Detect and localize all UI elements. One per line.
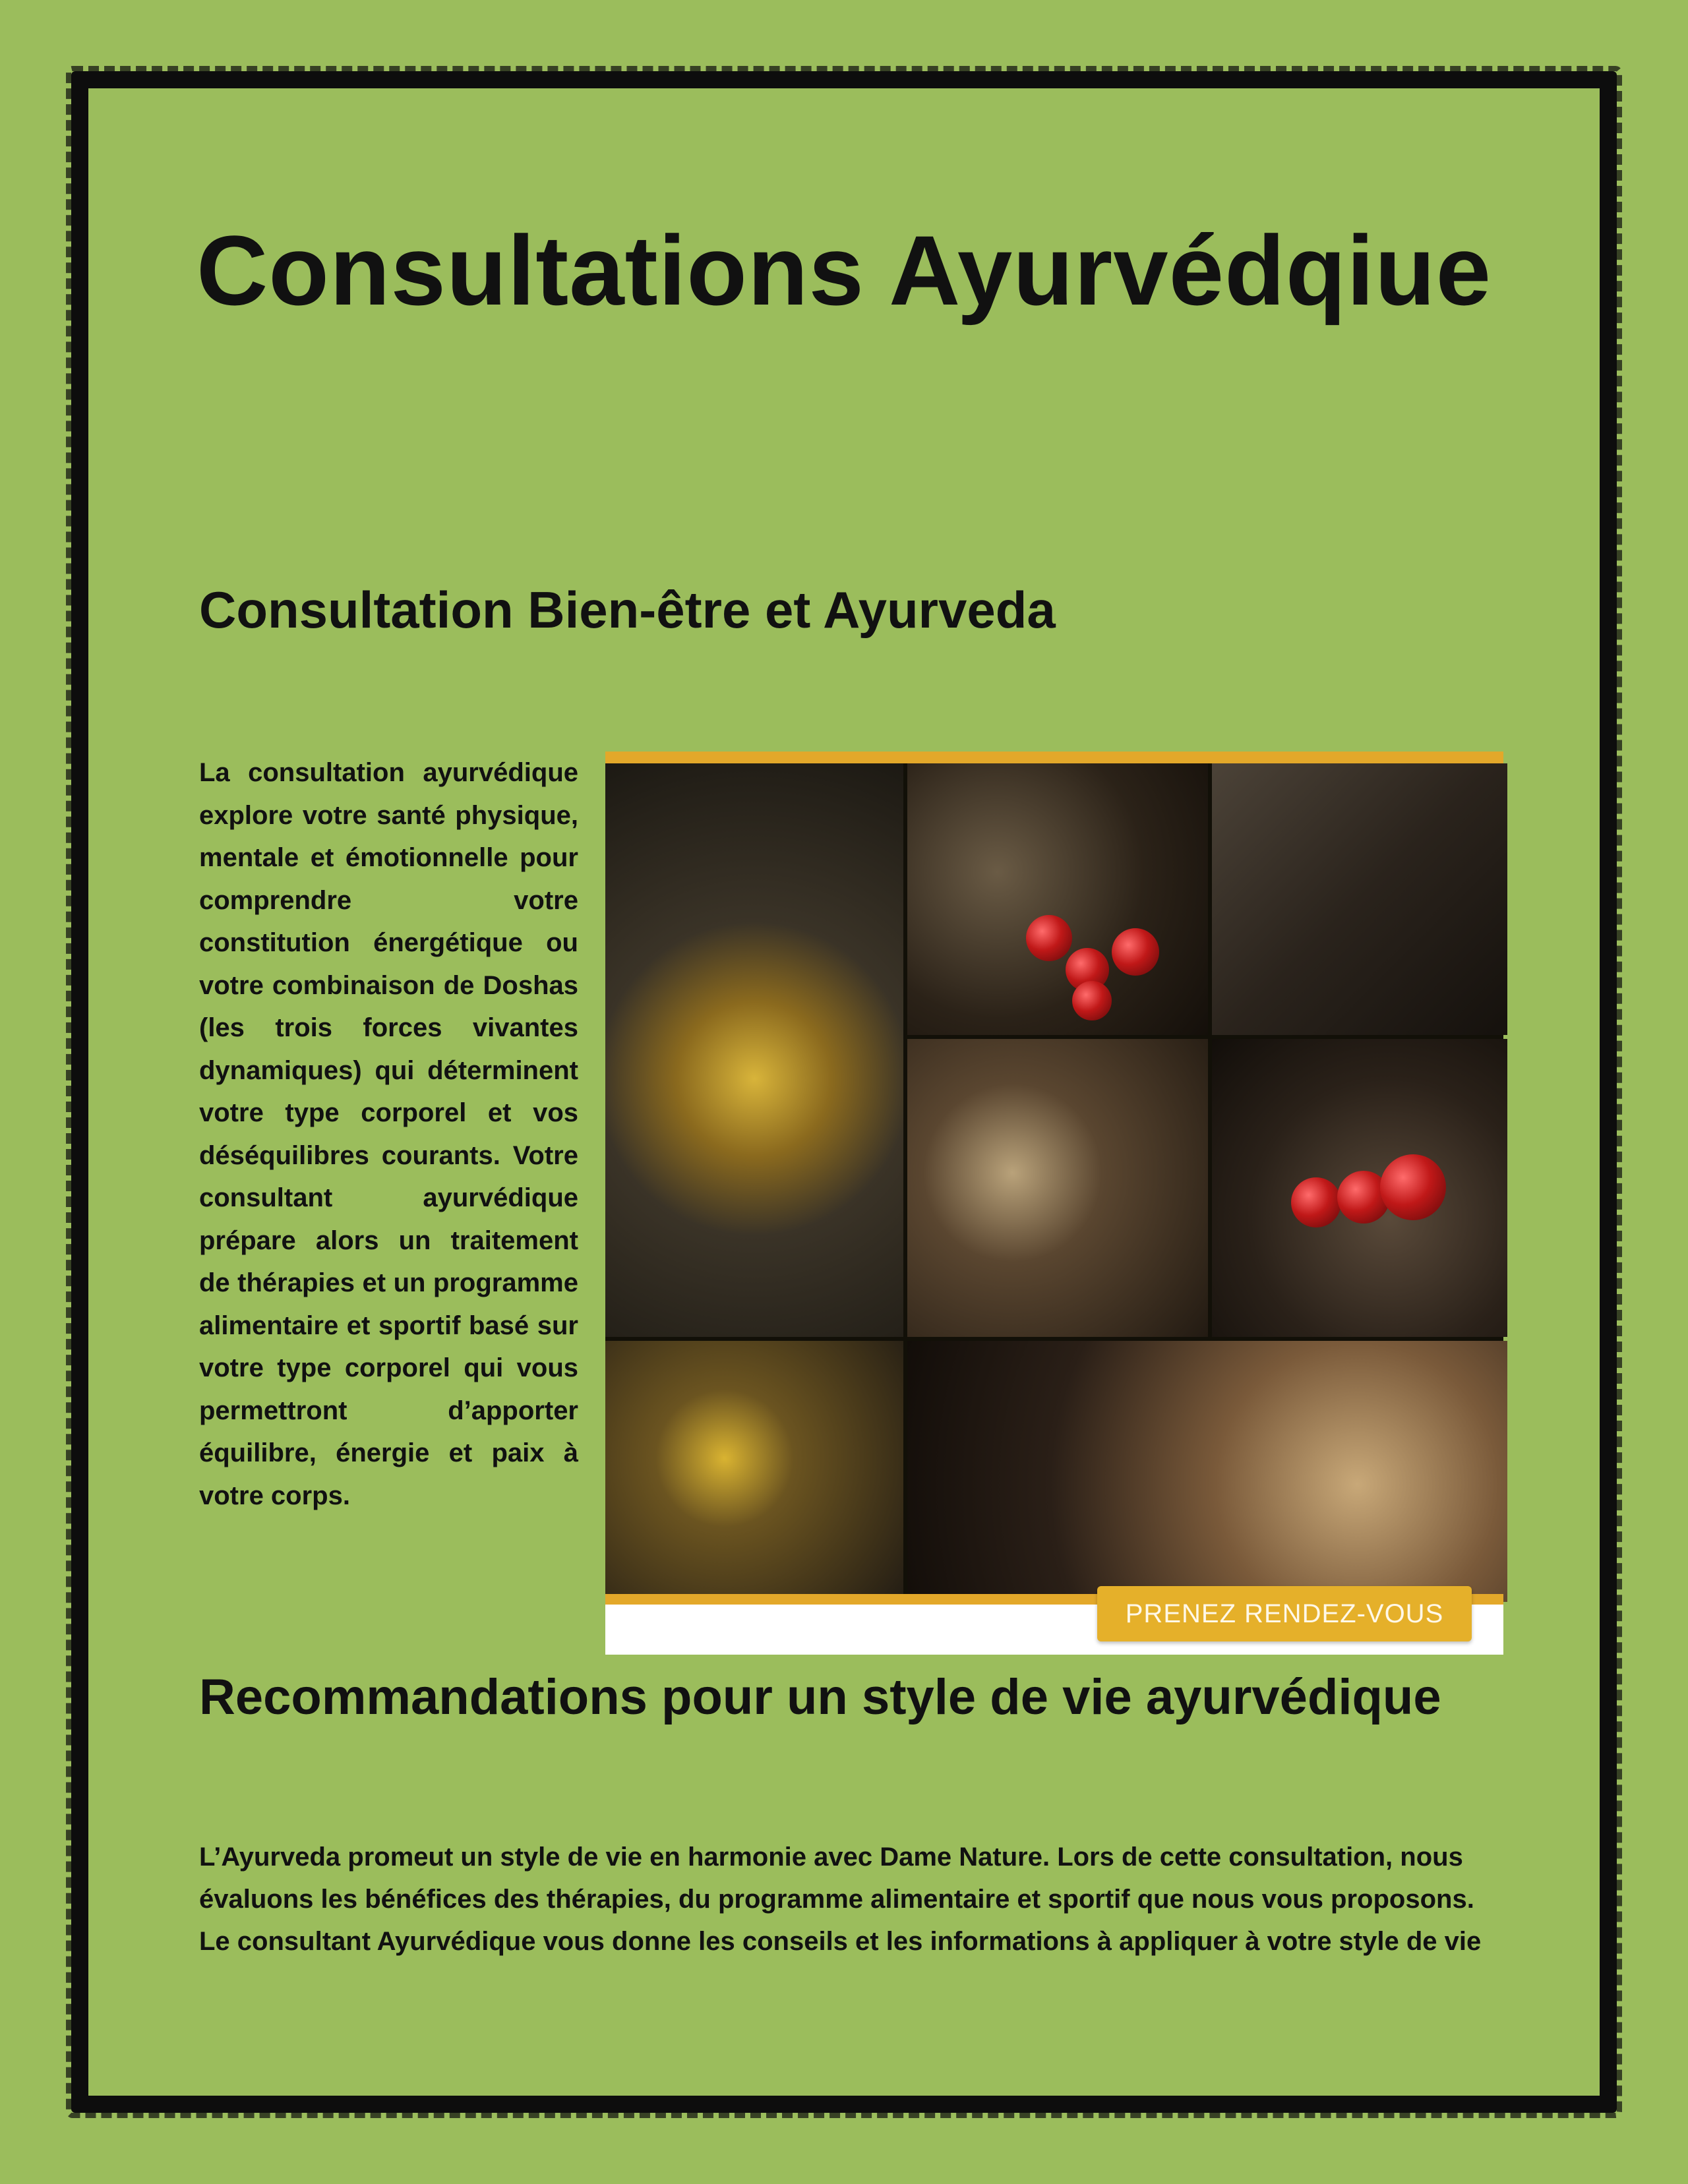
collage-tile-cookies <box>907 1341 1507 1602</box>
collage-tile-spoon-berries <box>1212 1039 1507 1337</box>
ayurveda-collage-image <box>605 752 1503 1655</box>
berry-shape <box>1380 1154 1446 1220</box>
section-body-lifestyle: L’Ayurveda promeut un style de vie en harmonie avec Dame Nature. Lors de cette consultation, nous évaluons les bénéfices des thérapies, du programme alimentaire et sportif que nous vous proposons. Le consultant Ayurvédique vous donne les conseils et les informations à appliquer à votre style de vie <box>199 1843 1482 1956</box>
collage-tile-nutmeg <box>907 1039 1208 1337</box>
collage-tile-teapot <box>907 763 1208 1035</box>
section-body-wellbeing: La consultation ayurvédique explore votre santé physique, mentale et émotionnelle pour comprendre votre constitution énergétique ou votre combinaison de Doshas (les trois forces vivantes dynamiques) qui déterminent votre type corporel et vos déséquilibres courants. Votre consultant ayurvédique prépare alors un traitement de thérapies et un programme alimentaire et sportif basé sur votre type corporel qui vous permettront d’apporter équilibre, énergie et paix à votre corps. <box>199 758 578 1510</box>
berry-shape <box>1291 1177 1341 1227</box>
section-heading-wellbeing: Consultation Bien-être et Ayurveda <box>199 581 1056 639</box>
collage-tile-tea-cup <box>605 1341 903 1602</box>
image-top-band <box>605 752 1503 763</box>
berry-shape <box>1112 928 1159 976</box>
collage-tile-oil-bowl <box>605 763 903 1337</box>
section-heading-lifestyle: Recommandations pour un style de vie ayurvédique <box>199 1669 1441 1725</box>
berry-shape <box>1026 915 1072 961</box>
berry-shape <box>1072 981 1112 1020</box>
book-appointment-button[interactable]: PRENEZ RENDEZ-VOUS <box>1097 1586 1472 1641</box>
collage-tile-vanilla <box>1212 763 1507 1035</box>
image-collage-grid <box>605 763 1503 1594</box>
page-title: Consultations Ayurvédqiue <box>196 215 1492 326</box>
